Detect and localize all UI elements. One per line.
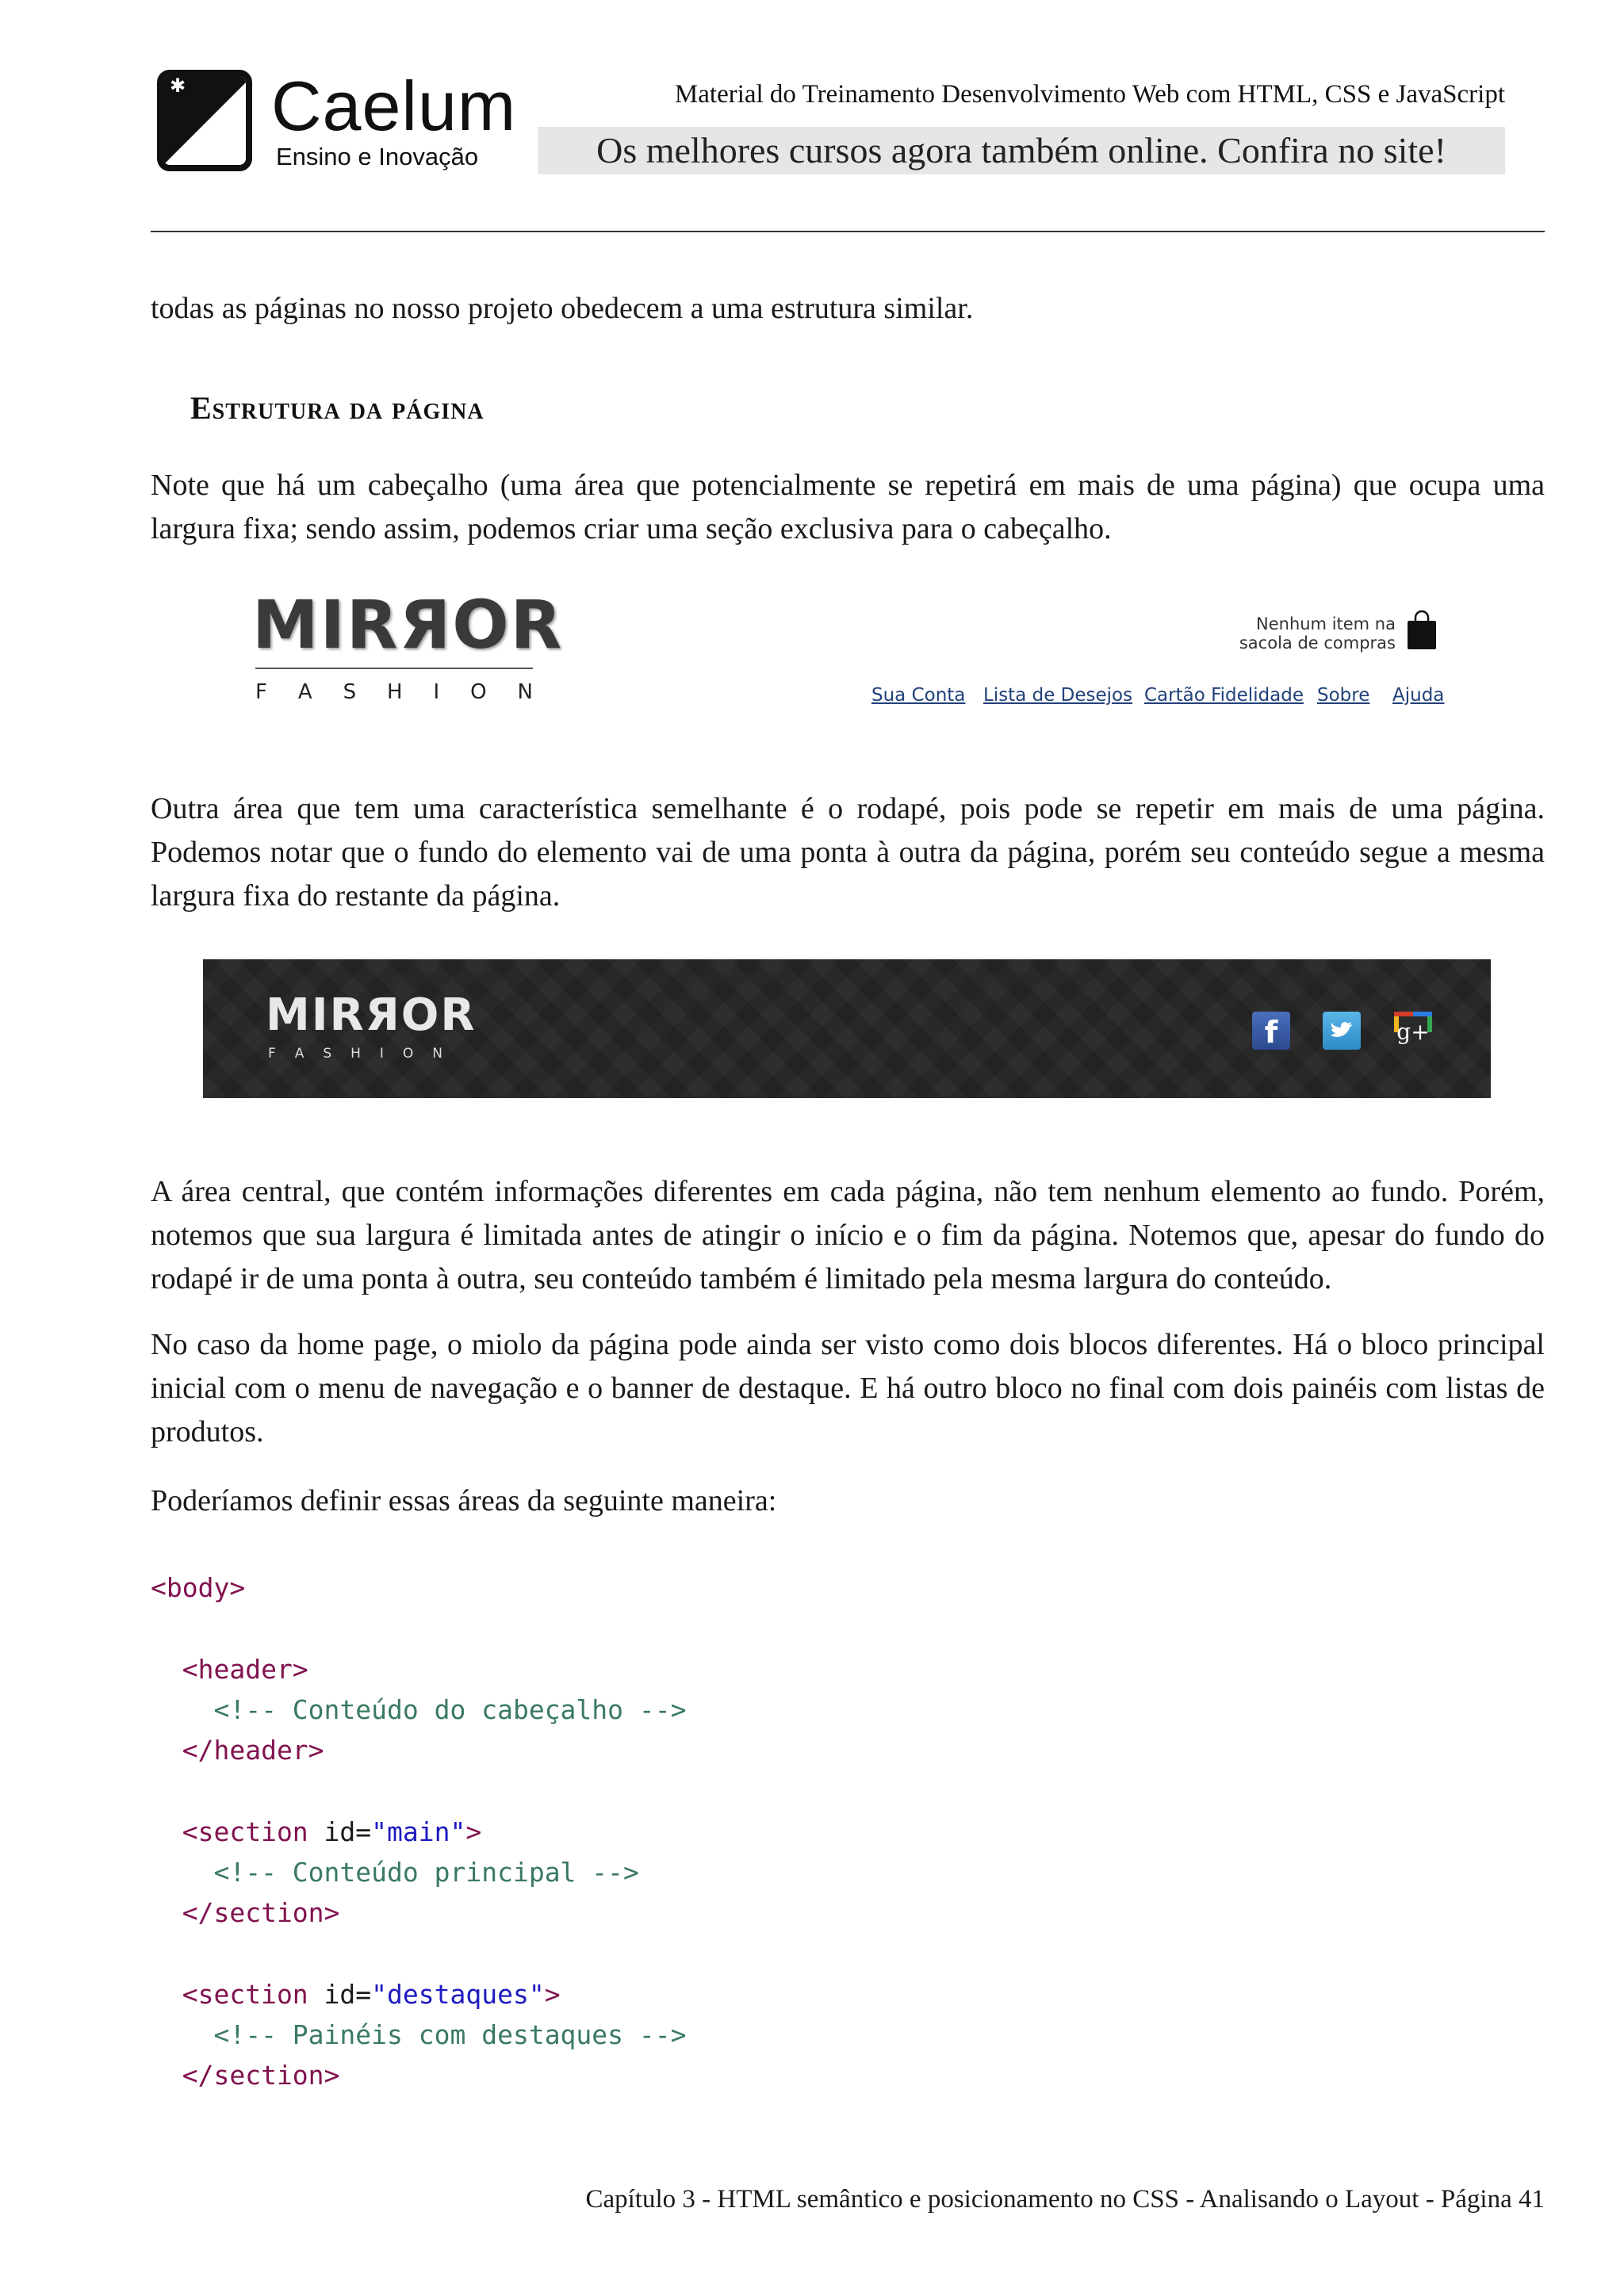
cart-status: Nenhum item na sacola de compras	[1239, 614, 1396, 652]
footer-mirror-logo: MIRЯOR	[266, 989, 477, 1041]
facebook-icon[interactable]: f	[1252, 1012, 1290, 1050]
logo-underline	[255, 668, 533, 669]
logo-subtitle: F A S H I O N	[255, 680, 533, 704]
code-line-section-destaques-open: <section id="destaques">	[151, 1979, 561, 2010]
footer-logo-subtitle: F A S H I O N	[268, 1046, 442, 1062]
paragraph-central-area: A área central, que contém informações diferentes em cada página, não tem nenhum elemento ao fundo. Porém, notemos que sua largura é limitada antes de atingir o início e o fim da página. Notemos que, apesar do fundo do rodapé ir de uma ponta à outra, seu conteúdo também é limitado pela mesma largura do conteúdo.	[151, 1175, 1545, 1295]
code-line-header-close: </header>	[151, 1735, 324, 1766]
page-footer: Capítulo 3 - HTML semântico e posicionamento no CSS - Analisando o Layout - Página 41	[585, 2185, 1545, 2214]
code-line-body: <body>	[151, 1572, 246, 1603]
shopping-bag-icon[interactable]	[1407, 610, 1437, 650]
paragraph-footer-description: Outra área que tem uma característica semelhante é o rodapé, pois pode se repetir em mais de uma página. Podemos notar que o fundo do elemento vai de uma ponta à outra da página, porém seu conteúdo segue a mesma largura fixa do restante da página.	[151, 792, 1545, 913]
code-line-comment-header: <!-- Conteúdo do cabeçalho -->	[151, 1694, 687, 1725]
paragraph-define-areas: Poderíamos definir essas áreas da seguinte maneira:	[151, 1484, 777, 1517]
star-icon: ✱	[170, 75, 186, 97]
paragraph-home-page: No caso da home page, o miolo da página pode ainda ser visto como dois blocos diferentes. Há o bloco principal inicial com o menu de navegação e o banner de destaque. E há outro bloco no final com dois painéis com listas de produtos.	[151, 1328, 1545, 1448]
mirror-logo: MIRЯOR	[252, 586, 564, 664]
caelum-logo-icon	[157, 70, 252, 171]
twitter-icon[interactable]	[1323, 1012, 1361, 1050]
code-line-header-open: <header>	[151, 1654, 308, 1685]
nav-link-cartao-fidelidade[interactable]: Cartão Fidelidade	[1144, 685, 1304, 706]
google-plus-icon[interactable]: g+	[1394, 1012, 1432, 1050]
code-line-section-destaques-close: </section>	[151, 2060, 340, 2091]
twitter-bird-icon	[1323, 1012, 1361, 1050]
nav-link-ajuda[interactable]: Ajuda	[1392, 685, 1445, 706]
promo-banner[interactable]: Os melhores cursos agora também online. Confira no site!	[538, 127, 1505, 174]
brand-tagline: Ensino e Inovação	[276, 143, 479, 170]
nav-link-sobre[interactable]: Sobre	[1317, 685, 1370, 706]
material-title: Material do Treinamento Desenvolvimento Web com HTML, CSS e JavaScript	[674, 80, 1505, 109]
code-line-comment-main: <!-- Conteúdo principal -->	[151, 1857, 639, 1888]
section-heading: Estrutura da página	[190, 390, 485, 426]
code-line-section-main-close: </section>	[151, 1897, 340, 1928]
code-line-comment-destaques: <!-- Painéis com destaques -->	[151, 2019, 687, 2050]
code-line-section-main-open: <section id="main">	[151, 1816, 482, 1847]
paragraph-header-description: Note que há um cabeçalho (uma área que potencialmente se repetirá em mais de uma página) que ocupa uma largura fixa; sendo assim, podemos criar uma seção exclusiva para o cabeçalho.	[151, 469, 1545, 545]
nav-link-lista-de-desejos[interactable]: Lista de Desejos	[983, 685, 1133, 706]
paragraph-intro: todas as páginas no nosso projeto obedecem a uma estrutura similar.	[151, 292, 974, 325]
brand-name: Caelum	[271, 67, 517, 145]
nav-link-sua-conta[interactable]: Sua Conta	[871, 685, 966, 706]
header-divider	[151, 231, 1545, 232]
